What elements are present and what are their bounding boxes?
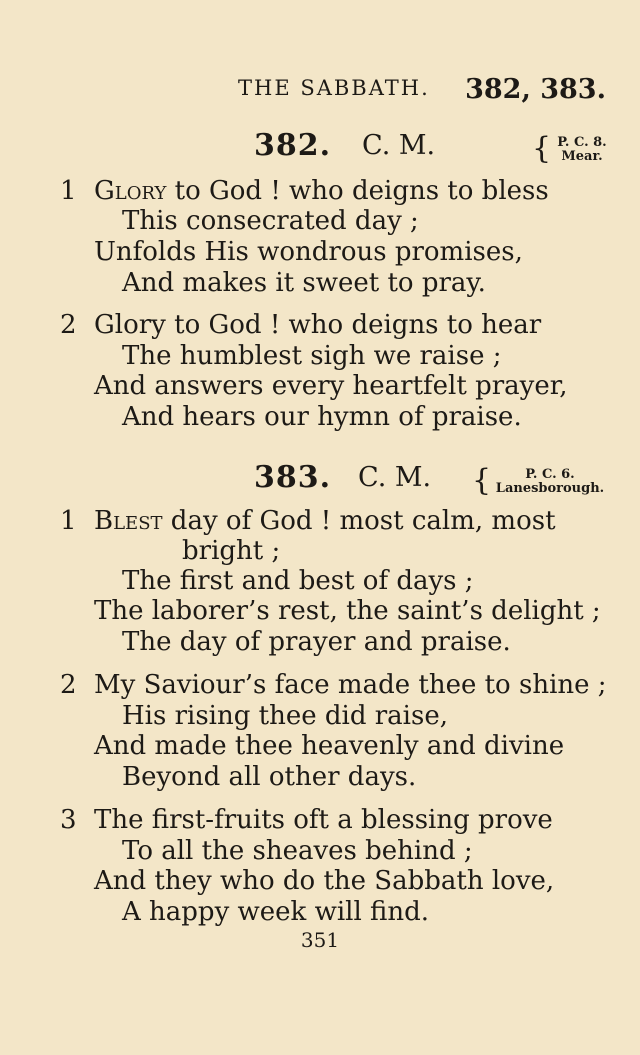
hymn-meter: C. M. — [358, 462, 432, 493]
verse-number: 1 — [60, 506, 77, 536]
running-head-title: THE SABBATH. — [238, 76, 430, 100]
tune-reference — [552, 136, 612, 164]
verse-line — [94, 506, 556, 536]
verse-line: The first and best of days ; — [122, 566, 474, 596]
brace-glyph: { — [532, 131, 552, 166]
verse-number: 1 — [60, 176, 77, 206]
verse-line: Glory to God ! who deigns to hear — [94, 310, 542, 340]
tune-reference — [488, 468, 612, 496]
verse-line: And they who do the Sabbath love, — [94, 866, 555, 896]
verse-line: The day of prayer and praise. — [122, 627, 511, 657]
verse-line: The humblest sigh we raise ; — [122, 341, 502, 371]
verse-line — [94, 176, 549, 206]
verse-line: The laborer’s rest, the saint’s delight ; — [94, 596, 601, 626]
line-text: to God ! who deigns to bless — [166, 176, 549, 206]
hymn-number: 383. — [254, 460, 332, 495]
verse-line: My Saviour’s face made thee to shine ; — [94, 670, 607, 700]
first-word: Blest — [94, 506, 163, 536]
verse-number: 2 — [60, 670, 77, 700]
tune-name: Lanesborough. — [495, 481, 605, 496]
verse-line: To all the sheaves behind ; — [122, 836, 473, 866]
verse-line: A happy week will find. — [122, 897, 430, 927]
hymn-383-heading — [0, 460, 640, 510]
tune-code: P. C. 6. — [525, 467, 575, 482]
running-head — [0, 74, 640, 108]
hymn-meter: C. M. — [362, 130, 436, 161]
verse-line: The first-fruits oft a blessing prove — [94, 805, 553, 835]
verse-line: Beyond all other days. — [122, 762, 417, 792]
verse-line: And makes it sweet to pray. — [122, 268, 486, 298]
line-text: day of God ! most calm, most — [162, 506, 556, 536]
verse-line: And made thee heavenly and divine — [94, 731, 565, 761]
verse-line: Unfolds His wondrous promises, — [94, 237, 523, 267]
hymn-number: 382. — [254, 128, 332, 163]
verse-number: 3 — [60, 805, 77, 835]
verse-number: 2 — [60, 310, 77, 340]
verse-line: This consecrated day ; — [122, 206, 419, 236]
tune-code: P. C. 8. — [557, 135, 607, 150]
verse-line: His rising thee did raise, — [122, 701, 448, 731]
first-word: Glory — [94, 176, 167, 206]
page-number: 351 — [300, 928, 340, 952]
verse-line: And hears our hymn of praise. — [122, 402, 522, 432]
verse-line: And answers every heartfelt prayer, — [94, 371, 568, 401]
verse-line: bright ; — [182, 536, 281, 566]
hymn-382-heading — [0, 128, 640, 178]
running-head-hymn-numbers: 382, 383. — [465, 74, 606, 105]
tune-name: Mear. — [561, 149, 603, 164]
brace-glyph: { — [472, 463, 492, 498]
